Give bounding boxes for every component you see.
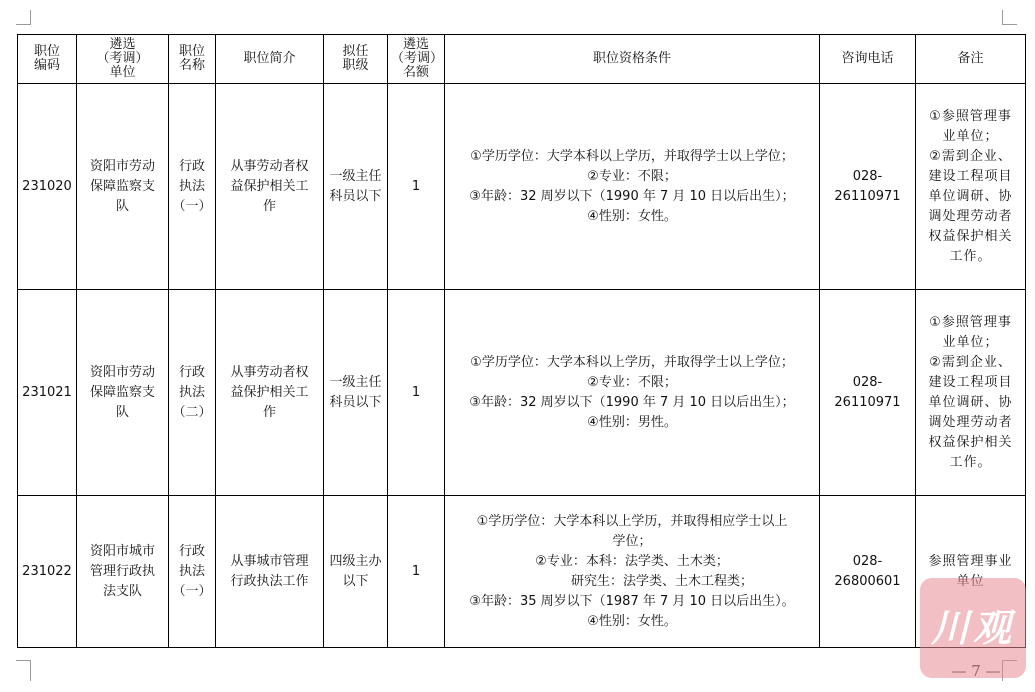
position-unit: 资阳市劳动 保障监察支 队: [77, 290, 169, 496]
position-name: 行政 执法 （二）: [169, 290, 216, 496]
position-intro: 从事劳动者权 益保护相关工 作: [216, 84, 324, 290]
position-level: 一级主任 科员以下: [324, 84, 388, 290]
watermark-logo: 川观: [920, 578, 1026, 678]
positions-table: [17, 34, 1026, 648]
position-quota: 1: [388, 84, 445, 290]
table-row: [18, 496, 1026, 648]
header-quota: 遴选 （考调） 名额: [388, 35, 445, 84]
contact-phone: 028-26800601: [820, 496, 916, 648]
crop-mark-top-right: [1002, 10, 1017, 25]
position-level: 四级主办 以下: [324, 496, 388, 648]
position-intro: 从事劳动者权 益保护相关工 作: [216, 290, 324, 496]
table-row: [18, 290, 1026, 496]
position-intro: 从事城市管理 行政执法工作: [216, 496, 324, 648]
position-notes: ①参照管理事 业单位； ②需到企业、 建设工程项目 单位调研、协 调处理劳动者 权益保护相关 工作。: [916, 290, 1026, 496]
crop-mark-top-left: [16, 10, 31, 25]
header-intro: 职位简介: [216, 35, 324, 84]
position-code: 231020: [18, 84, 77, 290]
header-notes: 备注: [916, 35, 1026, 84]
header-row: [18, 35, 1026, 84]
header-name: 职位 名称: [169, 35, 216, 84]
position-quota: 1: [388, 496, 445, 648]
contact-phone: 028-26110971: [820, 84, 916, 290]
crop-mark-bottom-left: [16, 660, 31, 681]
position-name: 行政 执法 （一）: [169, 496, 216, 648]
position-requirements: ①学历学位：大学本科以上学历，并取得学士以上学位； ②专业：不限； ③年龄：32 周岁以下（1990 年 7 月 10 日以后出生）； ④性别：女性。: [445, 84, 820, 290]
position-unit: 资阳市劳动 保障监察支 队: [77, 84, 169, 290]
position-code: 231021: [18, 290, 77, 496]
table-row: [18, 84, 1026, 290]
header-requirements: 职位资格条件: [445, 35, 820, 84]
position-level: 一级主任 科员以下: [324, 290, 388, 496]
position-requirements: ①学历学位：大学本科以上学历，并取得学士以上学位； ②专业：不限； ③年龄：32 周岁以下（1990 年 7 月 10 日以后出生）； ④性别：男性。: [445, 290, 820, 496]
header-level: 拟任 职级: [324, 35, 388, 84]
position-notes: ①参照管理事 业单位； ②需到企业、 建设工程项目 单位调研、协 调处理劳动者 权益保护相关 工作。: [916, 84, 1026, 290]
position-requirements: ①学历学位：大学本科以上学历，并取得相应学士以上 学位； ②专业：本科：法学类、土木类； 研究生：法学类、土木工程类； ③年龄：35 周岁以下（1987 年 7 月 10 日以后出生）。 ④性别：女性。: [445, 496, 820, 648]
position-code: 231022: [18, 496, 77, 648]
position-unit: 资阳市城市 管理行政执 法支队: [77, 496, 169, 648]
header-unit: 遴选 （考调） 单位: [77, 35, 169, 84]
position-notes: 参照管理事业: [916, 496, 1026, 648]
header-code: 职位 编码: [18, 35, 77, 84]
header-phone: 咨询电话: [820, 35, 916, 84]
position-name: 行政 执法 （一）: [169, 84, 216, 290]
contact-phone: 028-26110971: [820, 290, 916, 496]
position-quota: 1: [388, 290, 445, 496]
